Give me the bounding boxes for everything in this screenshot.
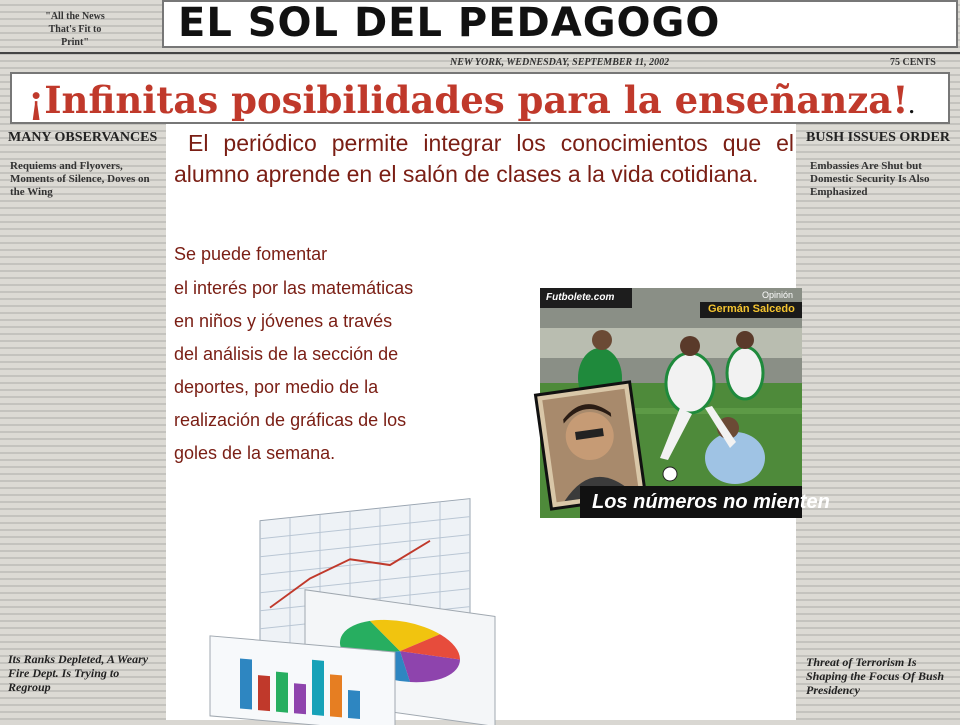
detail-line: en niños y jóvenes a través: [174, 311, 393, 331]
title-banner: [162, 0, 958, 48]
photo-site-label: Futbolete.com: [546, 292, 615, 303]
photo-author-name: Germán Salcedo: [708, 303, 795, 315]
charts-illustration: [200, 505, 520, 720]
detail-line: el interés por las matemáticas: [174, 278, 414, 298]
detail-line: goles de la semana.: [174, 443, 336, 463]
charts-illustration-art: [200, 505, 520, 720]
football-photo-art: [540, 288, 802, 518]
detail-paragraph: [174, 242, 413, 470]
masthead-rule: [0, 52, 960, 54]
page-subtitle: [28, 78, 915, 122]
dateline: NEW YORK, WEDNESDAY, SEPTEMBER 11, 2002: [450, 57, 670, 68]
intro-paragraph: El periódico permite integrar los conocimientos que el alumno aprende en el salón de clases a la vida cotidiana.: [174, 130, 794, 187]
detail-line: del análisis de la sección de: [174, 344, 399, 364]
detail-line: deportes, por medio de la: [174, 377, 379, 397]
right-subhead: Embassies Are Shut but Domestic Security Is Also Emphasized: [810, 160, 930, 198]
bottom-left-headline: Its Ranks Depleted, A Weary Fire Dept. Is Trying to Regroup: [8, 652, 149, 694]
price: 75 CENTS: [890, 57, 936, 68]
detail-line: Se puede fomentar: [174, 244, 328, 264]
photo-opinion-label: Opinión: [762, 290, 794, 300]
masthead-quote: "All the News That's Fit to Print": [45, 11, 105, 48]
football-photo: [540, 288, 830, 518]
page-title: EL SOL DEL PEDAGOGO: [178, 0, 721, 46]
detail-line: realización de gráficas de los: [174, 410, 407, 430]
bottom-right-headline: Threat of Terrorism Is Shaping the Focus Of Bush Presidency: [806, 655, 945, 697]
photo-caption: Los números no mienten: [592, 491, 830, 513]
left-headline: MANY OBSERVANCES: [8, 130, 158, 145]
subtitle-banner: [10, 72, 950, 124]
subtitle-period: .: [908, 97, 915, 118]
left-subhead: Requiems and Flyovers, Moments of Silence, Doves on the Wing: [10, 160, 150, 198]
right-headline: BUSH ISSUES ORDER: [806, 130, 950, 145]
subtitle-text: ¡Infinitas posibilidades para la enseñanza!: [28, 78, 909, 122]
